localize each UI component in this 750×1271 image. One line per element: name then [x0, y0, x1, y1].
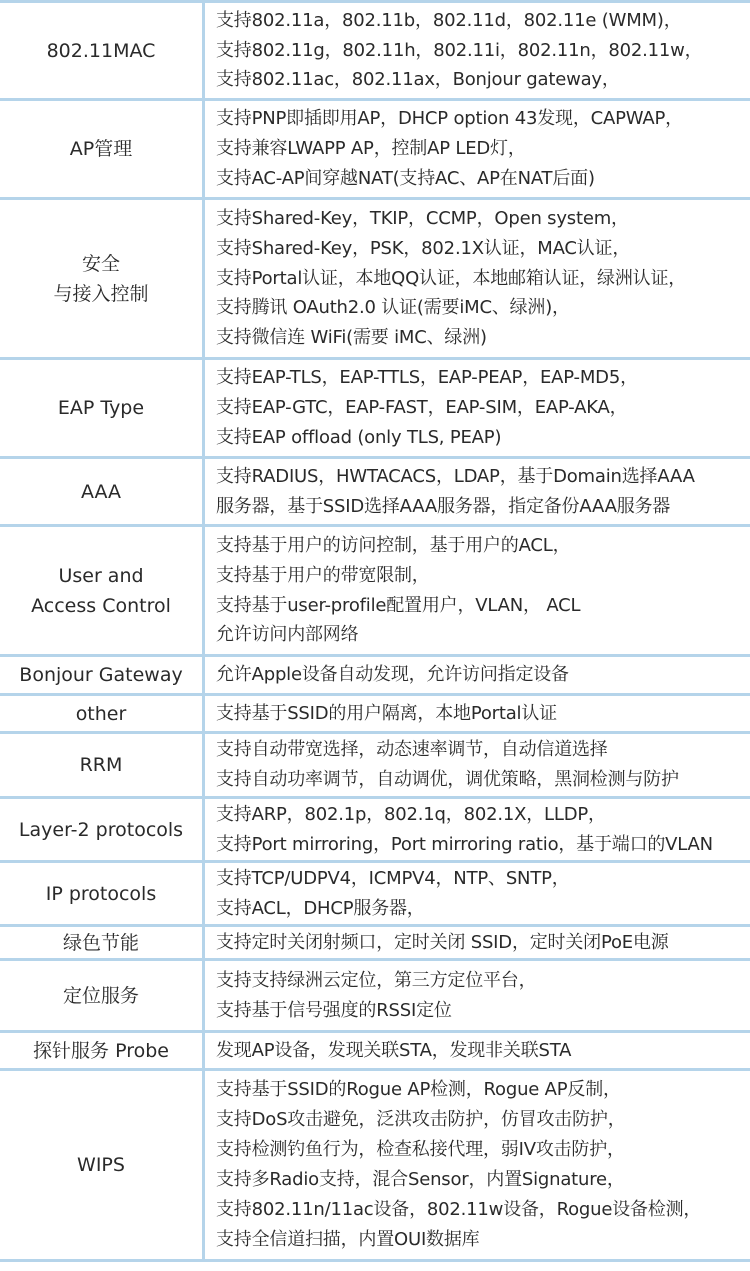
detail-line: 支持自动带宽选择，动态速率调节，自动信道选择 — [216, 739, 608, 761]
feature-cell — [0, 2, 204, 100]
feature-cell — [0, 199, 204, 359]
detail-cell — [204, 199, 750, 359]
detail-line: 支持PNP即插即用AP，DHCP option 43发现，CAPWAP， — [216, 108, 683, 130]
detail-cell — [204, 733, 750, 798]
detail-cell — [204, 656, 750, 695]
spec-table-body — [0, 2, 750, 1261]
table-row — [0, 199, 750, 359]
table-row — [0, 100, 750, 199]
feature-label: Access Control — [31, 594, 171, 617]
detail-line: 支持EAP offload (only TLS, PEAP) — [216, 426, 502, 448]
table-row — [0, 926, 750, 960]
feature-label: AAA — [80, 480, 122, 503]
table-row — [0, 695, 750, 733]
detail-line: 支持检测钓鱼行为，检查私接代理，弱IV攻击防护， — [216, 1139, 625, 1161]
feature-label: other — [75, 702, 127, 725]
feature-label: EAP Type — [57, 397, 145, 419]
table-row — [0, 733, 750, 798]
feature-label: RRM — [79, 754, 123, 776]
detail-line: 支持ARP，802.1p，802.1q，802.1X，LLDP， — [216, 803, 606, 825]
detail-line: 发现AP设备，发现关联STA，发现非关联STA — [216, 1039, 572, 1061]
detail-cell — [204, 926, 750, 960]
feature-label: 安全 — [81, 252, 120, 275]
detail-cell — [204, 862, 750, 926]
detail-cell — [204, 960, 750, 1032]
detail-line: 支持基于用户的访问控制，基于用户的ACL， — [216, 534, 571, 556]
detail-cell — [204, 2, 750, 100]
detail-line: 支持自动功率调节，自动调优，调优策略，黑洞检测与防护 — [216, 769, 679, 790]
feature-cell — [0, 458, 204, 526]
feature-cell — [0, 862, 204, 926]
feature-cell — [0, 695, 204, 733]
feature-cell — [0, 733, 204, 798]
table-row — [0, 960, 750, 1032]
table-row — [0, 1070, 750, 1261]
table-row — [0, 656, 750, 695]
detail-cell — [204, 359, 750, 458]
feature-label: 定位服务 — [62, 984, 139, 1007]
detail-line: 支持Port mirroring，Port mirroring ratio，基于端口的VLAN — [216, 833, 713, 855]
table-row — [0, 1032, 750, 1070]
detail-line: 支持802.11a，802.11b，802.11d，802.11e (WMM)， — [216, 9, 682, 31]
detail-cell — [204, 695, 750, 733]
detail-line: 支持定时关闭射频口，定时关闭 SSID，定时关闭PoE电源 — [216, 931, 669, 953]
detail-line: 允许Apple设备自动发现，允许访问指定设备 — [216, 664, 569, 686]
detail-line: 支持Portal认证，本地QQ认证，本地邮箱认证，绿洲认证， — [216, 267, 687, 289]
detail-cell — [204, 526, 750, 656]
detail-line: 支持基于user-profile配置用户，VLAN， ACL — [216, 594, 581, 616]
feature-cell — [0, 100, 204, 199]
table-row — [0, 458, 750, 526]
feature-label: User and — [58, 564, 144, 587]
feature-cell — [0, 656, 204, 695]
feature-label: IP protocols — [45, 882, 157, 905]
feature-label: WIPS — [77, 1154, 125, 1176]
detail-line: 支持DoS攻击避免，泛洪攻击防护，仿冒攻击防护， — [216, 1109, 626, 1131]
feature-label: 与接入控制 — [53, 282, 149, 305]
feature-cell — [0, 1070, 204, 1261]
detail-line: 支持TCP/UDPV4，ICMPV4，NTP、SNTP， — [216, 867, 570, 889]
detail-line: 支持802.11g，802.11h，802.11i，802.11n，802.11w， — [216, 39, 703, 61]
feature-cell — [0, 526, 204, 656]
feature-cell — [0, 926, 204, 960]
feature-label: Layer-2 protocols — [18, 818, 184, 841]
feature-label: AP管理 — [69, 138, 133, 160]
detail-line: 支持EAP-TLS，EAP-TTLS，EAP-PEAP，EAP-MD5， — [216, 367, 638, 389]
table-row — [0, 798, 750, 862]
feature-cell — [0, 1032, 204, 1070]
detail-line: 支持全信道扫描，内置OUI数据库 — [216, 1228, 480, 1250]
detail-line: 支持Shared-Key，PSK，802.1X认证，MAC认证， — [216, 237, 631, 259]
table-row — [0, 2, 750, 100]
feature-cell — [0, 798, 204, 862]
detail-cell — [204, 1032, 750, 1070]
detail-line: 支持多Radio支持，混合Sensor，内置Signature， — [216, 1169, 625, 1190]
detail-line: 支持微信连 WiFi(需要 iMC、绿洲) — [216, 327, 487, 349]
detail-line: 支持802.11ac，802.11ax，Bonjour gateway， — [216, 69, 620, 91]
detail-line: 支持兼容LWAPP AP，控制AP LED灯， — [216, 138, 526, 160]
detail-line: 支持802.11n/11ac设备，802.11w设备，Rogue设备检测， — [216, 1198, 702, 1220]
detail-line: 允许访问内部网络 — [216, 624, 359, 646]
detail-cell — [204, 100, 750, 199]
detail-line: 支持EAP-GTC，EAP-FAST，EAP-SIM，EAP-AKA， — [216, 397, 628, 419]
detail-cell — [204, 1070, 750, 1261]
detail-line: 支持Shared-Key，TKIP，CCMP，Open system， — [216, 207, 629, 229]
detail-line: 支持基于SSID的Rogue AP检测，Rogue AP反制， — [216, 1079, 621, 1101]
feature-cell — [0, 359, 204, 458]
detail-line: 支持基于SSID的用户隔离，本地Portal认证 — [216, 702, 557, 724]
detail-cell — [204, 458, 750, 526]
detail-line: 支持RADIUS，HWTACACS，LDAP，基于Domain选择AAA — [216, 465, 695, 487]
detail-line: 支持支持绿洲云定位，第三方定位平台， — [216, 969, 537, 991]
feature-label: Bonjour Gateway — [19, 664, 183, 686]
feature-label: 探针服务 Probe — [33, 1039, 169, 1062]
table-row — [0, 862, 750, 926]
detail-line: 支持基于用户的带宽限制， — [216, 564, 430, 586]
detail-line: 服务器，基于SSID选择AAA服务器，指定备份AAA服务器 — [216, 495, 671, 517]
feature-label: 802.11MAC — [46, 39, 156, 62]
detail-line: 支持基于信号强度的RSSI定位 — [216, 999, 452, 1021]
detail-line: 支持ACL，DHCP服务器， — [216, 897, 425, 919]
feature-cell — [0, 960, 204, 1032]
detail-line: 支持腾讯 OAuth2.0 认证(需要iMC、绿洲)， — [216, 297, 570, 319]
detail-line: 支持AC-AP间穿越NAT(支持AC、AP在NAT后面) — [216, 167, 595, 189]
feature-label: 绿色节能 — [62, 931, 139, 954]
table-row — [0, 359, 750, 458]
detail-cell — [204, 798, 750, 862]
table-row — [0, 526, 750, 656]
